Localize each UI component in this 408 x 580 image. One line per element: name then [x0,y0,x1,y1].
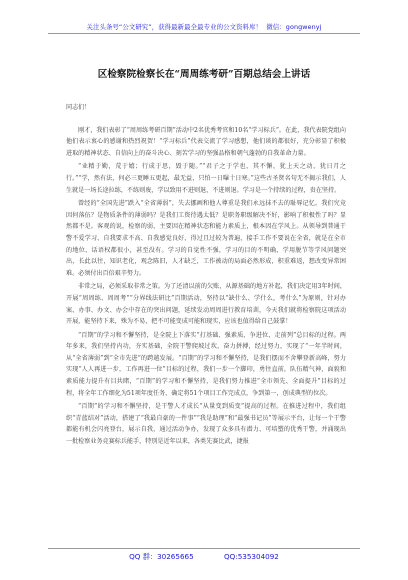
footer-divider [48,548,360,549]
header-divider [48,33,360,34]
promo-banner [0,22,408,31]
footer-qq-group: QQ 群：30265665 [129,552,194,561]
body-paragraph: 刚才，我们表彰了“周周练考研百期”活动中2名优秀考官和10名“学习标兵”。在此，我代表院党组向他们表示衷心的感谢和热烈祝贺！“学习标兵”代表交流了学习感想，他们谈的都很好，充分彰显了积极进取的精神状态、自信向上的奋斗决心、刻苦学习的坚强品格和朝气蓬勃的自我革命力量。 [66,126,346,157]
footer-qq: QQ:535304092 [223,552,279,561]
document-title: 区检察院检察长在“周周练考研”百期总结会上讲话 [97,69,311,80]
body-paragraph: 非常之局，必须采取非常之策。为了还清以前的欠账，从源基础的地方补起，我们决定用3年时间，开展“周周练、周周考”“分界线法研比”百期活动，坚持以“缺什么、学什么，考什么”为原则，针对办案、办事、办文、办会中存在的突出问题，延续发动周周进行教育培训，今天我们就将检察院这项活动开展，能坚持下来，殊为不易，把不可能变成可能和现实，应该也值得给自己鼓掌！ [66,283,346,326]
document-body [66,102,346,450]
body-paragraph: 曾经的“全国先进”跌入“全省薄弱”，失去挪画和他人尊重是我们永远抹不去的耻辱记忆。我们究竟因何落伍？是物质条件的薄弱吗？是我们工资待遇太低？是职务职级解决不好，影响了积极性了吗？显然都不是。客观的说，检察的弱，主要因在精神状态和能力素质上，根本因在学风上。从领导到普通干警不爱学习、自我要求不高、自我感觉良好，得过且过较为普遍，接手工作不要说在全省，就是在全市的地位、话语权都很小，甚至没有。学习的自觉性不强，学习的目的不明确，学用脱节等学风问题突出，长此以往，知识老化，观念陈旧，人才缺乏，工作被动的局面必然形成，积重难返，想改变异常困难。必须付出百倍艰辛努力。 [66,200,346,277]
promo-banner-text: 关注头条号“公文研究”，获得最新最全最专业的公文资料库！ [86,23,263,31]
promo-wechat-id: 微信：gongwenyj [266,23,322,31]
salutation: 同志们！ [66,104,91,111]
body-paragraph: “百期”的学习和不懈坚持，是干警人才成长“从量变到质变”提高的过程。在推进过程中，我们组织“青蓝结对”活动，搭建了“我最自豪的一件事”“我是助理”和“最强书记员”等展示平台，让每一个干警都能有机会闪亮登台，展示自我，通过活动争办，发现了众多具有潜力、可培塑的优秀干警，并涌现出一批检察业务竞赛标兵能手，特别是近年以来，各类先赛比武，捷报 [66,403,346,446]
body-paragraph: “百期”的学习和不懈坚持，是全院上下落实“打基础、强素质、争进位、走前列”总目标的过程。两年多来，我们坚持内功，夯实基础，全院干警爬坡过坎、奋力拼搏，经过努力，实现了“一年半时间，从“全省薄弱”到“全市先进”的跨越发展。“百期”的学习和不懈坚持，是我们摆而不舍攀登新高峰，努力实现“人人再进一步，工作再进一位”目标的过程，我们一步一个脚印，勇往直前，队伍精气神，面貌和素质能力提升有目共睹，“百期”的学习和不懈坚持，是我们努力推进“全市领先、全面提升”目标的过程，将全年工作细化为51项年度任务，确定将51个项目工作完成点，争到第一，创成典型的位次。 [66,331,346,397]
body-paragraph: “业精于勤，荒于嬉；行成于思，毁于随。”“君子之于学也，其不懈，犹上天之动，犹日月之行。”“学，然有法，何必三更睡五更起，最无益，只怕一日曝十日寒。”这些古圣贤名句无不揭示我们，人生就是一场长途拉练，不练则废，学以致用不进则退，不进则退。学习是一个持续的过程，贵在坚持。 [66,163,346,194]
footer-contact [0,552,408,562]
